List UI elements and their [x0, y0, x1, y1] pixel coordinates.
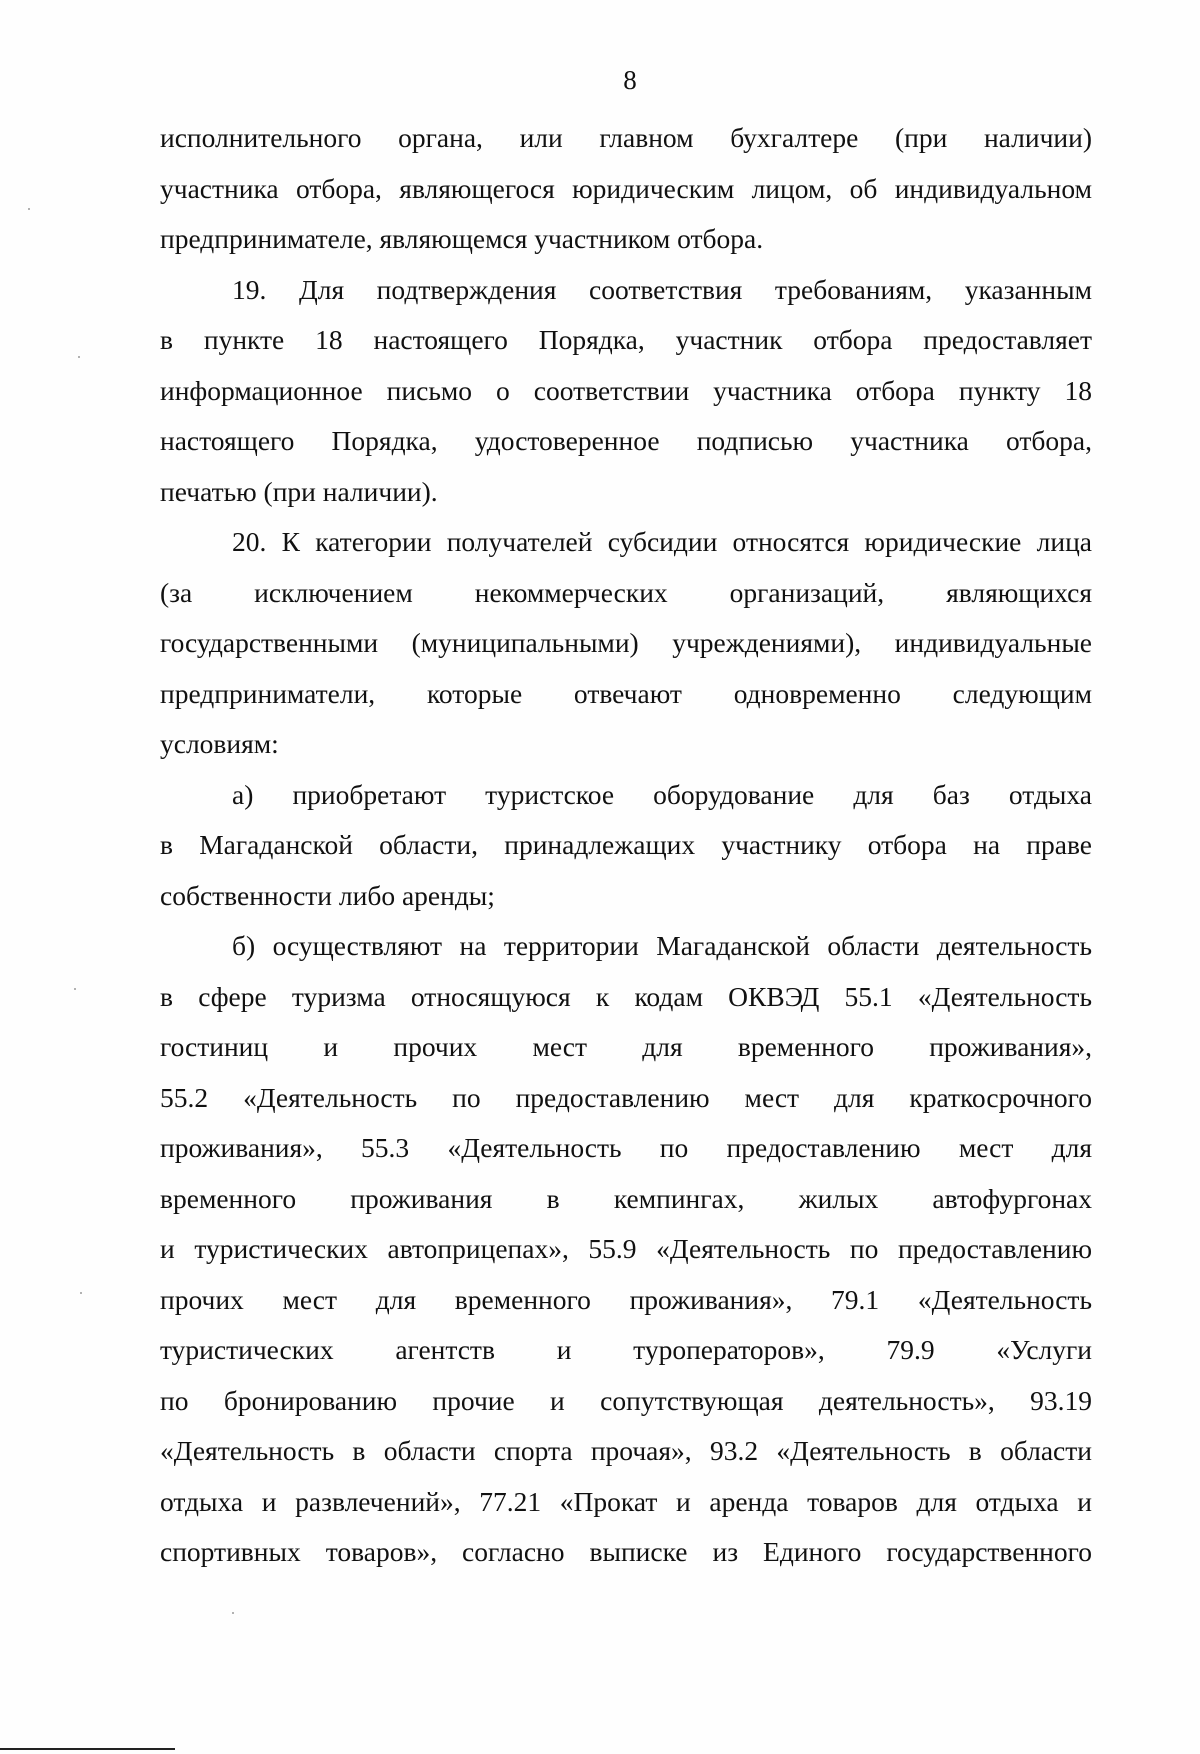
text-line: участника отбора, являющегося юридическим лицом, об индивидуальном: [160, 172, 1092, 204]
text-line: в пункте 18 настоящего Порядка, участник отбора предоставляет: [160, 324, 1092, 355]
scan-speck: [232, 1612, 234, 1614]
text-line: спортивных товаров», согласно выписке из Единого государственного: [160, 1536, 1092, 1567]
text-line: прочих мест для временного проживания», 79.1 «Деятельность: [160, 1283, 1092, 1315]
text-line: исполнительного органа, или главном бухгалтере (при наличии): [160, 122, 1092, 153]
text-line: печатью (при наличии).: [160, 475, 438, 507]
scan-speck: [78, 356, 80, 358]
text-line: 55.2 «Деятельность по предоставлению мест для краткосрочного: [160, 1081, 1092, 1113]
text-line: информационное письмо о соответствии участника отбора пункту 18: [160, 374, 1092, 406]
paragraph-a: [160, 770, 1092, 922]
text-line: «Деятельность в области спорта прочая», 93.2 «Деятельность в области: [160, 1435, 1092, 1466]
text-line: настоящего Порядка, удостоверенное подписью участника отбора,: [160, 425, 1092, 456]
paragraph-continued: [160, 113, 1092, 265]
text-line: и туристических автоприцепах», 55.9 «Деятельность по предоставлению: [160, 1233, 1092, 1264]
scan-speck: [80, 1292, 82, 1294]
page-number: 8: [623, 65, 637, 95]
text-line: 19. Для подтверждения соответствия требованиям, указанным: [232, 273, 1092, 305]
text-line: (за исключением некоммерческих организаций, являющихся: [160, 576, 1092, 608]
text-line: предпринимателе, являющемся участником отбора.: [160, 223, 764, 254]
text-line: гостиниц и прочих мест для временного проживания»,: [160, 1031, 1092, 1062]
text-line: в сфере туризма относящуюся к кодам ОКВЭД 55.1 «Деятельность: [160, 980, 1092, 1012]
text-line: туристических агентств и туроператоров», 79.9 «Услуги: [160, 1334, 1092, 1365]
text-line: б) осуществляют на территории Магаданской области деятельность: [232, 930, 1092, 961]
text-line: в Магаданской области, принадлежащих участнику отбора на праве: [160, 829, 1092, 860]
text-line: собственности либо аренды;: [160, 879, 495, 911]
paragraph-b: [160, 921, 1092, 1578]
text-line: проживания», 55.3 «Деятельность по предоставлению мест для: [160, 1132, 1092, 1163]
text-line: по бронированию прочие и сопутствующая деятельность», 93.19: [160, 1384, 1092, 1416]
scan-speck: [28, 208, 30, 210]
text-line: предприниматели, которые отвечают одновременно следующим: [160, 677, 1092, 709]
text-line: 20. К категории получателей субсидии относятся юридические лица: [232, 526, 1092, 557]
text-line: а) приобретают туристское оборудование для баз отдыха: [232, 778, 1092, 810]
text-line: отдыха и развлечений», 77.21 «Прокат и аренда товаров для отдыха и: [160, 1485, 1092, 1517]
text-line: условиям:: [160, 728, 279, 759]
paragraph-19: [160, 265, 1092, 518]
page-edge-line: [0, 1748, 175, 1750]
scan-speck: [74, 988, 76, 990]
text-line: временного проживания в кемпингах, жилых автофургонах: [160, 1182, 1092, 1214]
paragraph-20: [160, 517, 1092, 770]
text-line: государственными (муниципальными) учреждениями), индивидуальные: [160, 627, 1092, 658]
document-body: [160, 113, 1092, 1578]
